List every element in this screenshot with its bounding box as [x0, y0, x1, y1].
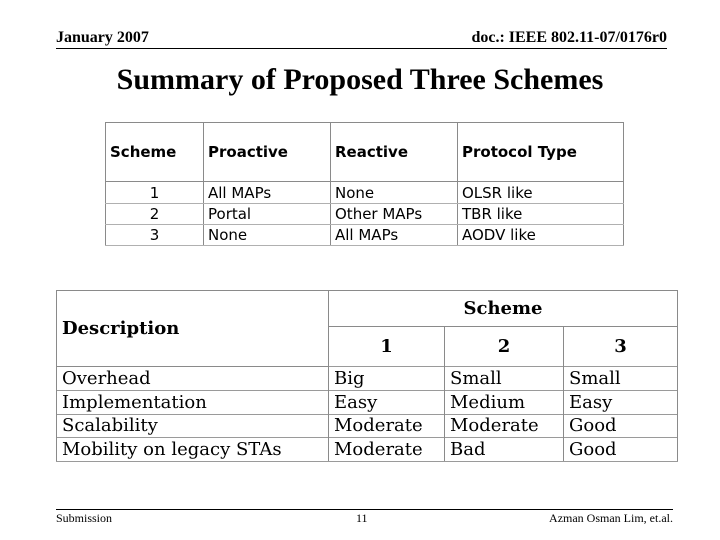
table-cell: Easy — [564, 390, 678, 414]
comparison-table — [56, 290, 678, 462]
table-cell: OLSR like — [458, 182, 624, 203]
header-doc-id: doc.: IEEE 802.11-07/0176r0 — [471, 29, 667, 46]
table-cell: Overhead — [57, 367, 329, 391]
column-header: Scheme — [106, 123, 204, 182]
table-cell: Small — [445, 367, 564, 391]
table-cell: Bad — [445, 438, 564, 462]
column-header: Reactive — [331, 123, 458, 182]
table-cell: Easy — [329, 390, 445, 414]
header-divider — [56, 48, 667, 49]
footer-author: Azman Osman Lim, et.al. — [549, 511, 673, 525]
table-cell: Moderate — [445, 414, 564, 438]
table-cell: Portal — [204, 203, 331, 224]
column-header: Protocol Type — [458, 123, 624, 182]
table-row — [57, 367, 678, 391]
table-row — [57, 438, 678, 462]
table-cell: Moderate — [329, 438, 445, 462]
footer-divider — [56, 509, 673, 510]
table-row — [106, 182, 624, 203]
header-date: January 2007 — [56, 29, 149, 46]
page-number: 11 — [356, 511, 368, 525]
table-row — [57, 414, 678, 438]
table-cell: 3 — [106, 224, 204, 245]
table-row — [106, 203, 624, 224]
slide-title: Summary of Proposed Three Schemes — [116, 63, 604, 96]
table-cell: Good — [564, 438, 678, 462]
table-header-row — [57, 291, 678, 327]
table-cell: 1 — [106, 182, 204, 203]
scheme-number: 2 — [445, 327, 564, 367]
table-cell: All MAPs — [204, 182, 331, 203]
table-cell: None — [204, 224, 331, 245]
table-row — [57, 390, 678, 414]
description-header: Description — [57, 291, 329, 367]
footer-submission: Submission — [56, 511, 113, 525]
table-cell: Scalability — [57, 414, 329, 438]
column-header: Proactive — [204, 123, 331, 182]
table-cell: Big — [329, 367, 445, 391]
table-cell: TBR like — [458, 203, 624, 224]
table-cell: Moderate — [329, 414, 445, 438]
scheme-number: 3 — [564, 327, 678, 367]
table-cell: Small — [564, 367, 678, 391]
table-cell: Implementation — [57, 390, 329, 414]
scheme-header: Scheme — [329, 291, 678, 327]
table-header-row — [106, 123, 624, 182]
table-cell: None — [331, 182, 458, 203]
table-cell: Other MAPs — [331, 203, 458, 224]
table-cell: Mobility on legacy STAs — [57, 438, 329, 462]
scheme-number: 1 — [329, 327, 445, 367]
table-cell: All MAPs — [331, 224, 458, 245]
table-cell: Medium — [445, 390, 564, 414]
table-row — [106, 224, 624, 245]
table-cell: AODV like — [458, 224, 624, 245]
table-cell: Good — [564, 414, 678, 438]
table-cell: 2 — [106, 203, 204, 224]
schemes-table — [105, 122, 624, 246]
